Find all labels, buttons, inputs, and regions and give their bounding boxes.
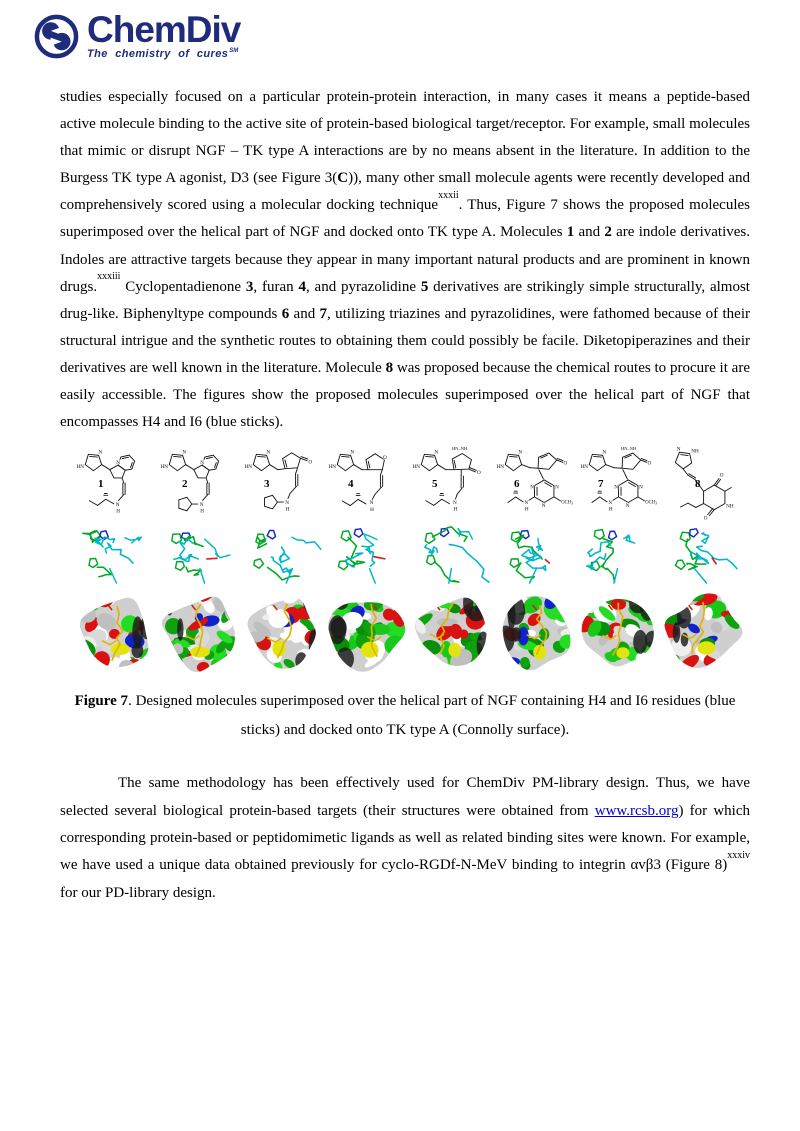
bold-text: Figure 7 [74,693,129,710]
molecule-2d-structure [578,441,662,523]
svg-text:HN: HN [580,464,589,471]
svg-text:N: N [518,449,523,456]
svg-text:O: O [308,459,313,466]
text-run: and [574,224,605,241]
svg-text:N: N [115,501,120,508]
stick-model [326,523,410,587]
text-run: , and pyrazolidine [305,278,421,295]
svg-text:N: N [200,460,204,467]
svg-text:H: H [200,508,204,515]
molecule-number-label: 7 [598,478,604,491]
svg-text:H: H [524,506,529,513]
bold-text: 1 [566,224,575,241]
stick-model [158,523,242,587]
svg-text:OCH3: $OCH_3$ [561,500,573,506]
text-run: are indole derivatives. Indoles are attractive targets because they appear in many important natural products and are prominent in known drugs. [60,224,750,295]
bold-text: 5 [420,278,429,295]
svg-text:N: N [116,460,120,467]
svg-text:H: H [370,507,374,514]
service-mark: SM [229,48,239,55]
rcsb-link[interactable]: www.rcsb.org [594,802,679,819]
svg-text:HN: HN [160,464,169,471]
page-content [60,84,750,907]
svg-text:H: H [608,506,613,513]
svg-text:N: N [266,449,271,456]
molecule-column [494,441,578,677]
svg-text:N: N [676,446,681,453]
logo-text [87,9,241,60]
molecule-column [74,441,158,677]
svg-text:O: O [477,470,481,477]
molecule-2d-structure [326,441,410,523]
svg-text:HN: HN [412,464,421,471]
text-run: derivatives are strikingly simple structurally, almost drug-like. Biphenyltype compounds [60,278,750,322]
molecule-2d-structure [242,441,326,523]
surface-model [578,587,662,677]
stick-model [494,523,578,587]
svg-text:NH: NH [726,503,734,510]
svg-text:N: N [555,484,559,491]
text-run: )), many other small molecule agents were recently developed and comprehensively scored using a molecular docking technique [60,170,750,214]
svg-text:N: N [530,484,535,491]
svg-text:N: N [98,449,103,456]
surface-model [242,587,326,677]
text-run: was proposed because the chemical routes to procure it are easily accessible. The figures show the proposed molecules superimposed over the helical part of NGF that encompasses H4 and I6 (blue sticks). [60,359,750,431]
surface-model [410,587,494,677]
svg-text:N: N [639,484,643,491]
text-run: Cyclopentadienone [120,278,246,295]
stick-model [662,523,746,587]
stick-model [74,523,158,587]
molecule-number-label: 8 [695,478,701,491]
bold-text: C [337,170,349,187]
surface-model [74,587,158,677]
body-paragraph-2 [60,770,750,907]
bold-text: 7 [319,305,328,322]
molecule-column [662,441,746,677]
text-run: and [289,305,320,322]
svg-text:N: N [182,449,187,456]
body-paragraph-1 [60,84,750,436]
text-run: . Designed molecules superimposed over the helical part of NGF containing H4 and I6 residues (blue sticks) and docked onto TK type A (Connolly surface). [128,693,736,738]
molecule-column [326,441,410,677]
svg-text:N: N [541,503,546,510]
svg-text:N: N [524,500,529,507]
molecule-2d-structure [494,441,578,523]
surface-model [494,587,578,677]
molecule-number-label: 1 [98,478,104,491]
molecule-number-label: 5 [432,478,438,491]
figure-7-caption [60,687,750,744]
svg-text:O: O [563,460,568,467]
svg-text:N: N [608,500,613,507]
bold-text: 2 [604,224,612,241]
citation-superscript: xxxii [438,189,459,201]
svg-text:N: N [614,484,619,491]
bold-text: 3 [245,278,254,295]
stick-model [410,523,494,587]
text-run: ) for which corresponding protein-based or peptidomimetic ligands as well as related binding sites were known. For example, we have used a unique data obtained previously for cyclo-RGDf-N-MeV binding to integrin αvβ3 (Figure 8) [60,802,750,874]
molecule-number-label: 6 [514,478,520,491]
surface-model [326,587,410,677]
svg-text:HN: HN [328,464,337,471]
svg-text:NH: NH [691,448,699,455]
brand-tagline [87,48,240,60]
stick-model [578,523,662,587]
molecule-2d-structure [74,441,158,523]
svg-text:N: N [285,500,290,507]
molecule-number-label: 4 [348,478,354,491]
text-run: . Thus, Figure 7 shows the proposed molecules superimposed over the helical part of NGF and docked onto TK type A. Molecules [60,197,750,241]
svg-text:N: N [199,501,204,508]
figure-7 [74,441,746,677]
text-run: , utilizing triazines and pyrazolidines, were fathomed because of their structural intrigue and the synthetic routes to obtaining them could possibly be facile. Diketopiperazines and their derivatives are well known in the literature. Molecule [60,305,750,376]
surface-model [158,587,242,677]
molecule-column [578,441,662,677]
molecule-2d-structure [410,441,494,523]
svg-text:N: N [369,500,374,507]
svg-text:HN–NH: HN–NH [621,446,637,452]
svg-text:O: O [382,455,387,462]
svg-text:N: N [434,449,439,456]
chemdiv-logo [33,9,241,60]
text-run: The same methodology has been effectively used for ChemDiv PM-library design. Thus, we have selected several biological protein-based targets (their structures were obtained from [60,775,750,819]
svg-text:N: N [453,500,457,507]
citation-superscript: xxxiii [97,271,121,283]
chemdiv-logo-icon [33,13,80,60]
molecule-column [410,441,494,677]
svg-text:HN: HN [244,464,253,471]
text-run: for our PD-library design. [60,884,216,901]
molecule-2d-structure [158,441,242,523]
molecule-number-label: 2 [182,478,188,491]
svg-text:HN: HN [496,464,505,471]
svg-text:H: H [453,506,458,513]
brand-name: ChemDiv [87,9,241,50]
molecule-2d-structure [662,441,746,523]
molecule-column [158,441,242,677]
molecule-number-label: 3 [264,478,270,491]
svg-text:H: H [116,508,120,515]
surface-model [662,587,746,677]
svg-text:H: H [285,506,290,513]
svg-text:O: O [703,515,708,522]
molecule-column [242,441,326,677]
bold-text: 4 [298,278,306,295]
svg-text:N: N [350,449,355,456]
bold-text: 8 [385,359,394,376]
bold-text: 6 [281,305,290,322]
stick-model [242,523,326,587]
svg-text:HN–NH: HN–NH [452,446,468,452]
text-run: , furan [253,278,299,295]
svg-text:O: O [719,472,724,479]
svg-text:N: N [625,503,630,510]
svg-text:HN: HN [76,464,85,471]
tagline-text: The chemistry of cures [87,48,229,60]
svg-text:N: N [602,449,607,456]
svg-text:OCH3: $OCH_3$ [645,500,657,506]
svg-text:O: O [647,460,652,467]
citation-superscript: xxxiv [727,849,750,861]
text-run: studies especially focused on a particular protein-protein interaction, in many cases it means a peptide-based active molecule binding to the active site of protein-based biological target/receptor. For example, small molecules that mimic or disrupt NGF – TK type A interactions are by no means absent in the literature. In addition to the Burgess TK type A agonist, D3 (see Figure 3( [60,89,750,187]
